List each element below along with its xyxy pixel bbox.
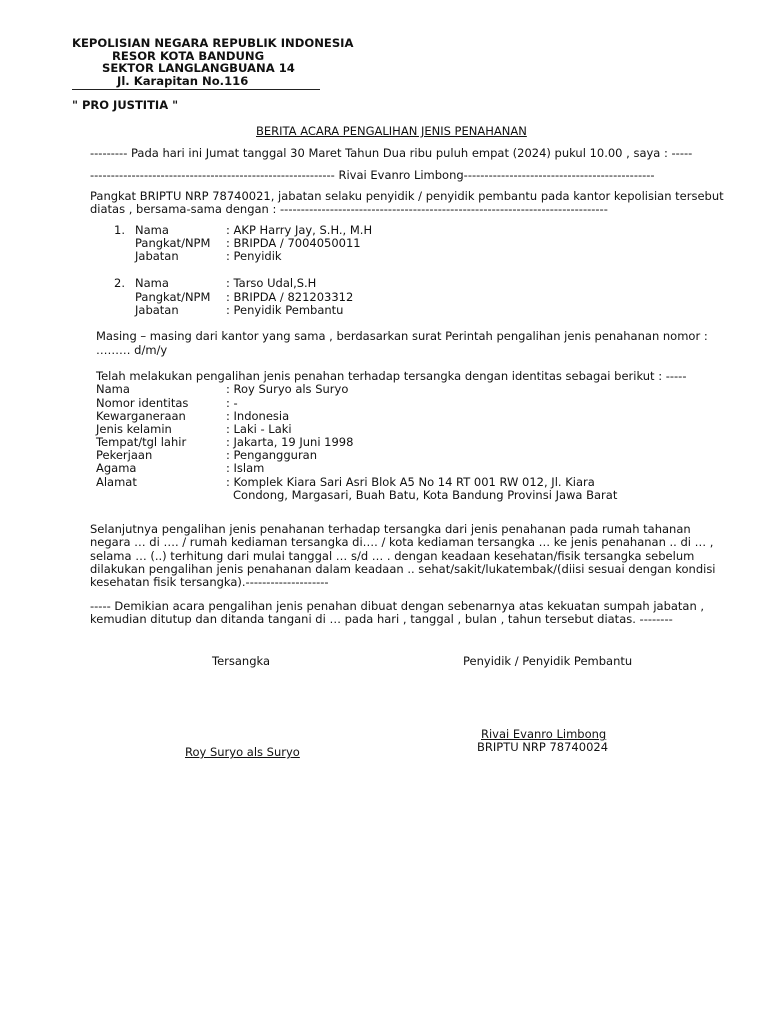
suspect-value: : Komplek Kiara Sari Asri Blok A5 No 14 RT 001 RW 012, Jl. Kiara (226, 475, 595, 489)
document-title: BERITA ACARA PENGALIHAN JENIS PENAHANAN (256, 124, 527, 138)
officer-rank: : BRIPDA / 7004050011 (226, 236, 361, 250)
suspect-signature-name: Roy Suryo als Suryo (185, 745, 300, 759)
opening-line-4: diatas , bersama-sama dengan : ------------------------------------------------------------------------------- (90, 202, 608, 216)
header-sector: SEKTOR LANGLANGBUANA 14 (102, 61, 295, 75)
officer-rank-label: Pangkat/NPM (135, 290, 211, 304)
paragraph-line: Selanjutnya pengalihan jenis penahanan terhadap tersangka dari jenis penahanan pada rumah tahanan (90, 522, 691, 536)
suspect-intro: Telah melakukan pengalihan jenis penahan terhadap tersangka dengan identitas sebagai berikut : ----- (96, 369, 687, 383)
suspect-value: : - (226, 396, 238, 410)
officer-rank-label: Pangkat/NPM (135, 236, 211, 250)
header-divider (72, 89, 320, 90)
warrant-line-1: Masing – masing dari kantor yang sama , berdasarkan surat Perintah pengalihan jenis penahanan nomor : (96, 329, 708, 343)
officer-position-label: Jabatan (135, 249, 179, 263)
suspect-label: Jenis kelamin (96, 422, 172, 436)
paragraph-line: dilakukan pengalihan jenis penahanan dalam keadaan .. sehat/sakit/lukatembak/(diisi sesuai dengan kondisi (90, 562, 716, 576)
paragraph-line: ----- Demikian acara pengalihan jenis penahan dibuat dengan sebenarnya atas kekuatan sumpah jabatan , (90, 599, 705, 613)
suspect-value: : Pengangguran (226, 448, 318, 462)
opening-line-1: --------- Pada hari ini Jumat tanggal 30 Maret Tahun Dua ribu puluh empat (2024) pukul 10.00 , saya : ----- (90, 146, 693, 160)
header-resort: RESOR KOTA BANDUNG (112, 49, 265, 63)
header-institution: KEPOLISIAN NEGARA REPUBLIK INDONESIA (72, 36, 354, 50)
paragraph-line: kemudian ditutup dan ditanda tangani di … pada hari , tanggal , bulan , tahun tersebut diatas. -------- (90, 612, 673, 626)
officer-name-label: Nama (135, 223, 169, 237)
officer-position: : Penyidik (226, 249, 282, 263)
suspect-value: : Roy Suryo als Suryo (226, 382, 349, 396)
suspect-label: Kewarganeraan (96, 409, 186, 423)
suspect-label: Pekerjaan (96, 448, 153, 462)
suspect-value: : Laki - Laki (226, 422, 292, 436)
header-address: Jl. Karapitan No.116 (117, 74, 249, 88)
suspect-label: Nama (96, 382, 130, 396)
officer-number: 1. (114, 223, 125, 237)
suspect-label: Alamat (96, 475, 137, 489)
opening-line-3: Pangkat BRIPTU NRP 78740021, jabatan selaku penyidik / penyidik pembantu pada kantor kepolisian tersebut (90, 189, 724, 203)
officer-number: 2. (114, 276, 125, 290)
suspect-address-continued: Condong, Margasari, Buah Batu, Kota Bandung Provinsi Jawa Barat (233, 488, 618, 502)
signature-role-investigator: Penyidik / Penyidik Pembantu (463, 654, 633, 668)
suspect-label: Nomor identitas (96, 396, 189, 410)
officer-position: : Penyidik Pembantu (226, 303, 344, 317)
pro-justitia: " PRO JUSTITIA " (72, 98, 179, 112)
officer-position-label: Jabatan (135, 303, 179, 317)
suspect-value: : Islam (226, 461, 265, 475)
suspect-label: Agama (96, 461, 137, 475)
paragraph-line: kesehatan fisik tersangka).-------------------- (90, 575, 329, 589)
suspect-label: Tempat/tgl lahir (96, 435, 187, 449)
investigator-name: Rivai Evanro Limbong (481, 727, 607, 741)
paragraph-line: selama … (..) terhitung dari mulai tanggal … s/d … . dengan keadaan kesehatan/fisik tersangka sebelum (90, 549, 695, 563)
warrant-line-2: ……… d/m/y (96, 343, 168, 357)
signature-role-suspect: Tersangka (212, 654, 271, 668)
officer-name-label: Nama (135, 276, 169, 290)
officer-name: : AKP Harry Jay, S.H., M.H (226, 223, 373, 237)
suspect-value: : Jakarta, 19 Juni 1998 (226, 435, 354, 449)
officer-name: : Tarso Udal,S.H (226, 276, 317, 290)
investigator-nrp: BRIPTU NRP 78740024 (477, 740, 609, 754)
paragraph-line: negara … di …. / rumah kediaman tersangka di…. / kota kediaman tersangka … ke jenis penahanan .. di … , (90, 535, 714, 549)
opening-line-2: ----------------------------------------------------------- Rivai Evanro Limbong---------------------------------------------- (90, 168, 655, 182)
officer-rank: : BRIPDA / 821203312 (226, 290, 354, 304)
suspect-value: : Indonesia (226, 409, 290, 423)
